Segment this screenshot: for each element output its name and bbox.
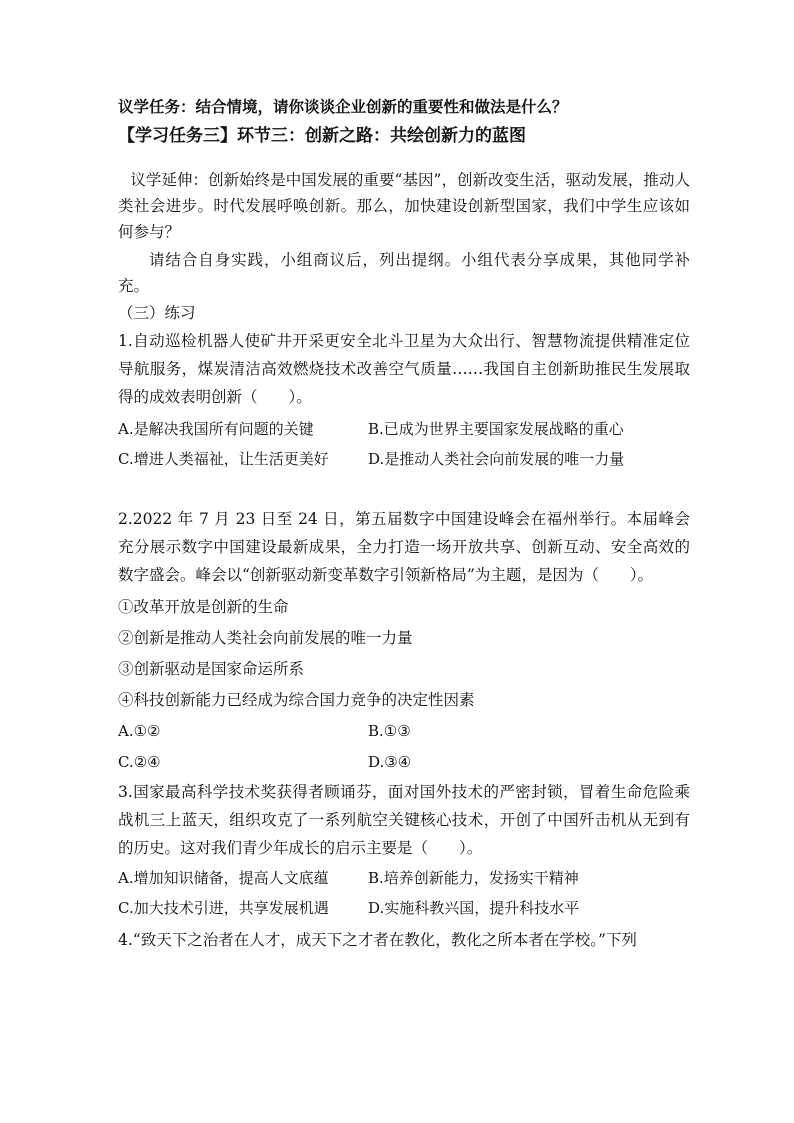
question-1-options-row-1 xyxy=(118,419,690,439)
option-c: C.②④ xyxy=(118,753,161,771)
option-b: B.①③ xyxy=(368,722,411,740)
question-3-stem: 3.国家最高科学技术奖获得者顾诵芬，面对国外技术的严密封锁，冒着生命危险乘战机三上蓝天，组织攻克了一系列航空关键核心技术，开创了中国歼击机从无到有的历史。这对我们青少年成长的启示主要是（ ）。 xyxy=(118,783,690,857)
question-2-options-row-2 xyxy=(118,752,690,772)
document-content xyxy=(118,92,690,954)
question-3-options-row-2 xyxy=(118,898,690,918)
question-1-stem: 1.自动巡检机器人使矿井开采更安全北斗卫星为大众出行、智慧物流提供精准定位导航服务，煤炭清洁高效燃烧技术改善空气质量……我国自主创新助推民生发展取得的成效表明创新（ ）。 xyxy=(118,332,690,406)
option-d: D.是推动人类社会向前发展的唯一力量 xyxy=(368,450,625,468)
question-4-stem: 4.“致天下之治者在人才，成天下之才者在教化，教化之所本者在学校。”下列 xyxy=(118,931,637,949)
statement-1: ①改革开放是创新的生命 xyxy=(118,598,289,616)
question-2-stem: 2.2022 年 7 月 23 日至 24 日，第五届数字中国建设峰会在福州举行。本届峰会充分展示数字中国建设最新成果，全力打造一场开放共享、创新互动、安全高效的数字盛会。峰会以“创新驱动新变革数字引领新格局”为主题，是因为（ ）。 xyxy=(118,510,690,584)
statement-2: ②创新是推动人类社会向前发展的唯一力量 xyxy=(118,629,413,647)
exercise-heading: （三）练习 xyxy=(118,304,196,322)
instruction-paragraph: 请结合自身实践，小组商议后，列出提纲。小组代表分享成果，其他同学补充。 xyxy=(118,251,690,295)
option-a: A.增加知识储备，提高人文底蕴 xyxy=(118,869,329,887)
option-c: C.加大技术引进，共享发展机遇 xyxy=(118,899,329,917)
option-b: B.已成为世界主要国家发展战略的重心 xyxy=(368,420,624,438)
option-c: C.增进人类福祉，让生活更美好 xyxy=(118,450,329,468)
task-line: 议学任务：结合情境，请你谈谈企业创新的重要性和做法是什么？ xyxy=(118,98,568,116)
statement-4: ④科技创新能力已经成为综合国力竞争的决定性因素 xyxy=(118,691,475,709)
option-a: A.是解决我国所有问题的关键 xyxy=(118,420,314,438)
question-3-options-row-1 xyxy=(118,868,690,888)
option-b: B.培养创新能力，发扬实干精神 xyxy=(368,869,579,887)
extension-paragraph: 议学延伸：创新始终是中国发展的重要“基因”，创新改变生活，驱动发展，推动人类社会进步。时代发展呼唤创新。那么，加快建设创新型国家，我们中学生应该如何参与？ xyxy=(118,171,690,241)
section-heading: 【学习任务三】环节三：创新之路：共绘创新力的蓝图 xyxy=(118,126,526,146)
question-2-options-row-1 xyxy=(118,721,690,741)
option-d: D.实施科教兴国，提升科技水平 xyxy=(368,899,580,917)
option-d: D.③④ xyxy=(368,753,412,771)
option-a: A.①② xyxy=(118,722,161,740)
question-1-options-row-2 xyxy=(118,449,690,469)
statement-3: ③创新驱动是国家命运所系 xyxy=(118,660,305,678)
